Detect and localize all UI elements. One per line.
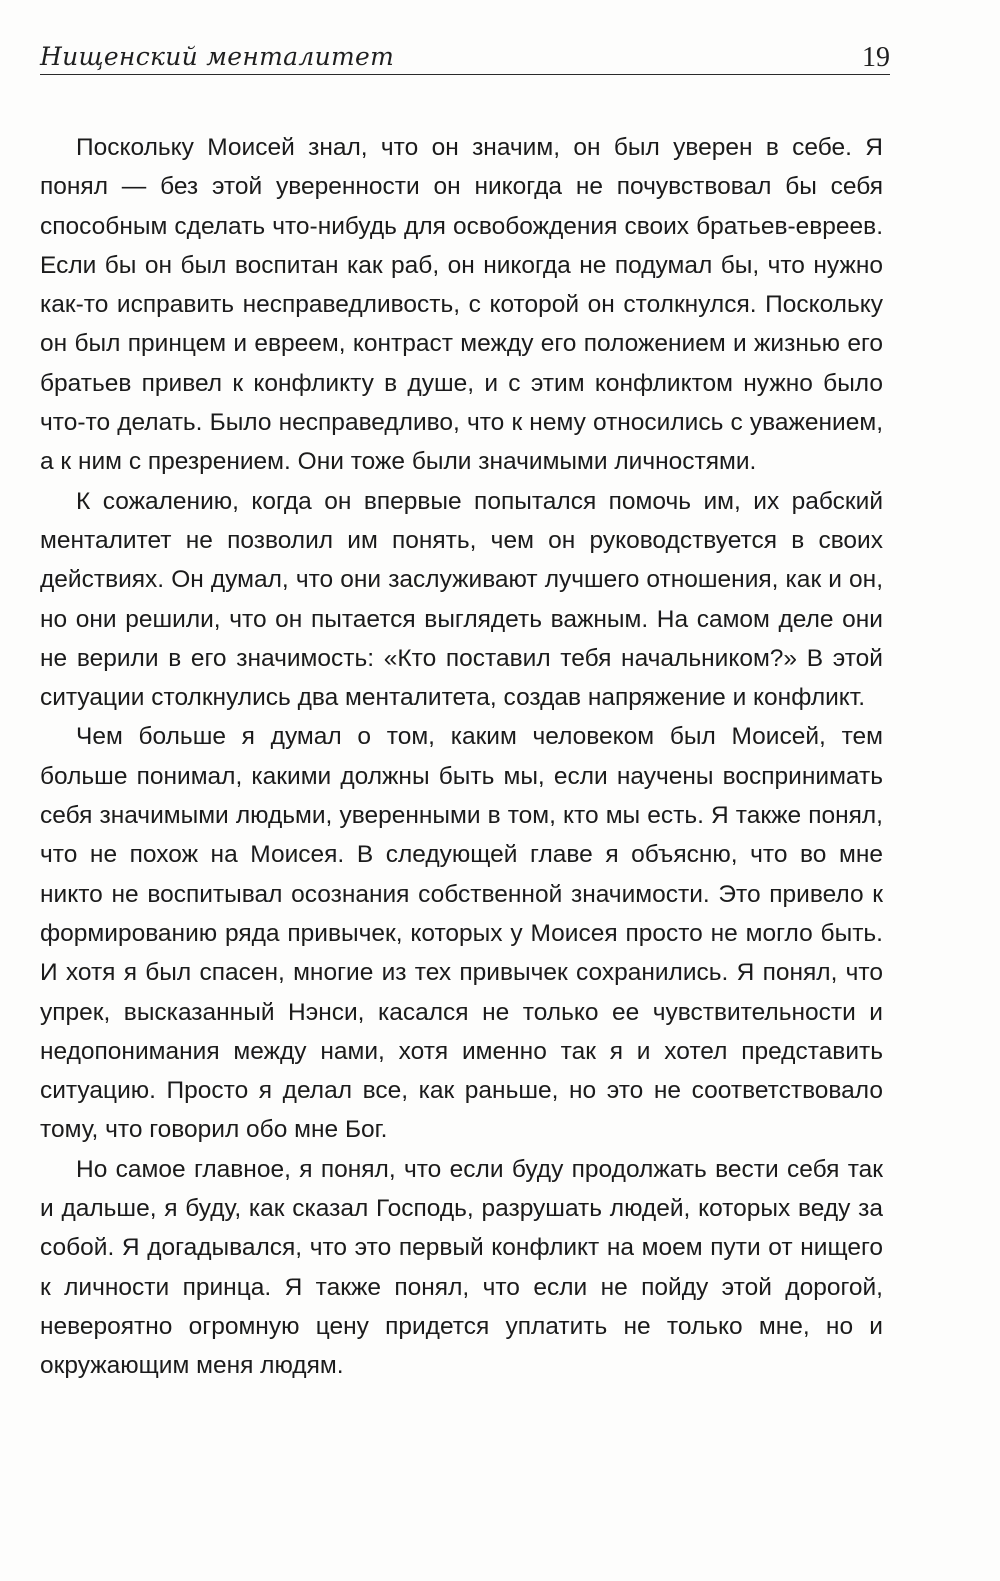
body-text	[40, 128, 883, 1386]
paragraph: Поскольку Моисей знал, что он значим, он был уверен в себе. Я понял — без этой уверенности он никогда не почувствовал бы себя способным сделать что-нибудь для освобождения своих братьев-евреев. Если бы он был воспитан как раб, он никогда не подумал бы, что нужно как-то исправить несправедливость, с которой он столкнулся. Поскольку он был принцем и евреем, контраст между его положением и жизнью его братьев привел к конфликту в душе, и с этим конфликтом нужно было что-то делать. Было несправедливо, что к нему относились с уважением, а к ним с презрением. Они тоже были значимыми личностями.	[40, 134, 883, 476]
paragraph: К сожалению, когда он впервые попытался помочь им, их рабский менталитет не позволил им понять, чем он руководствуется в своих действиях. Он думал, что они заслуживают лучшего отношения, как и он, но они решили, что он пытается выглядеть важным. На самом деле они не верили в его значимость: «Кто поставил тебя начальником?» В этой ситуации столкнулись два менталитета, создав напряжение и конфликт.	[40, 487, 883, 712]
paragraph: Но самое главное, я понял, что если буду продолжать вести себя так и дальше, я буду, как сказал Господь, разрушать людей, которых веду за собой. Я догадывался, что это первый конфликт на моем пути от нищего к личности принца. Я также понял, что если не пойду этой дорогой, невероятно огромную цену придется уплатить не только мне, но и окружающим меня людям.	[40, 1155, 883, 1380]
running-title: Нищенский менталитет	[40, 42, 395, 71]
paragraph: Чем больше я думал о том, каким человеком был Моисей, тем больше понимал, какими должны быть мы, если научены воспринимать себя значимыми людьми, уверенными в том, кто мы есть. Я также понял, что не похож на Моисея. В следующей главе я объясню, что во мне никто не воспитывал осознания собственной значимости. Это привело к формированию ряда привычек, которых у Моисея просто не могло быть. И хотя я был спасен, многие из тех привычек сохранились. Я понял, что упрек, высказанный Нэнси, касался не только ее чувствительности и недопонимания между нами, хотя именно так я и хотел представить ситуацию. Просто я делал все, как раньше, но это не соответствовало тому, что говорил обо мне Бог.	[40, 723, 883, 1144]
page-number: 19	[862, 42, 890, 73]
running-header	[40, 38, 890, 76]
header-rule	[40, 74, 890, 75]
